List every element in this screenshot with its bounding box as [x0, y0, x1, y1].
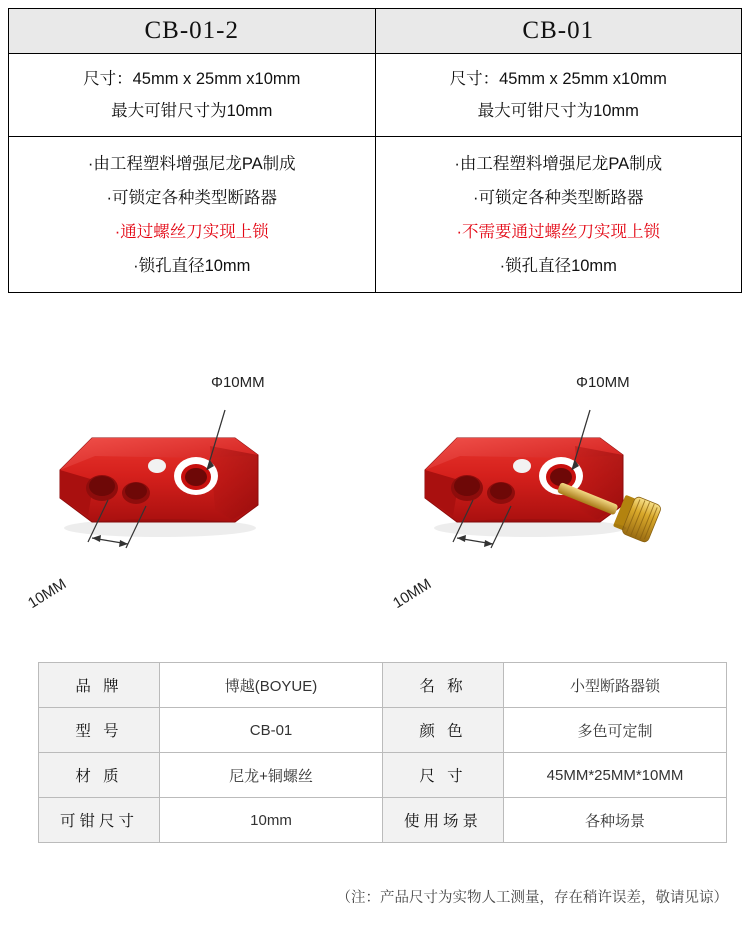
spec-label: 品 牌	[39, 663, 160, 708]
dimensions-cell-left	[9, 54, 376, 137]
comparison-table	[8, 8, 742, 293]
spec-value: 10mm	[160, 798, 383, 843]
spec-value: 45MM*25MM*10MM	[504, 753, 727, 798]
dimension-line: 尺寸：45mm x 25mm x10mm	[83, 70, 301, 88]
dimension-line: 最大可钳尺寸为10mm	[111, 102, 273, 120]
dimension-line: 尺寸：45mm x 25mm x10mm	[449, 70, 667, 88]
feature-line: ·锁孔直径10mm	[133, 256, 251, 275]
spec-value: 多色可定制	[504, 708, 727, 753]
comparison-header-cb-01: CB-01	[375, 9, 742, 54]
width-callout-left: 10MM	[24, 575, 70, 612]
table-row	[39, 753, 727, 798]
product-photo-area	[0, 330, 750, 630]
spec-value: 各种场景	[504, 798, 727, 843]
features-cell-right	[375, 137, 742, 293]
features-cell-left	[9, 137, 376, 293]
feature-line: ·由工程塑料增强尼龙PA制成	[454, 154, 663, 173]
spec-label: 可钳尺寸	[39, 798, 160, 843]
spec-label: 材 质	[39, 753, 160, 798]
spec-value: 博越(BOYUE)	[160, 663, 383, 708]
comparison-header-cb-01-2: CB-01-2	[9, 9, 376, 54]
feature-line: ·由工程塑料增强尼龙PA制成	[87, 154, 296, 173]
footnote-text: （注：产品尺寸为实物人工测量，存在稍许误差，敬请见谅）	[336, 890, 728, 906]
dimensions-cell-right	[375, 54, 742, 137]
table-row	[39, 663, 727, 708]
spec-label: 尺 寸	[383, 753, 504, 798]
spec-label: 颜 色	[383, 708, 504, 753]
comparison-dimensions-row	[9, 54, 742, 137]
product-photo-left	[0, 330, 375, 630]
feature-line-highlight: ·通过螺丝刀实现上锁	[114, 222, 269, 241]
dimension-line: 最大可钳尺寸为10mm	[477, 102, 639, 120]
table-row	[39, 798, 727, 843]
comparison-header-row	[9, 9, 742, 54]
feature-line: ·可锁定各种类型断路器	[473, 188, 644, 207]
specification-table	[38, 662, 727, 843]
hole-diameter-callout-left: Φ10MM	[211, 374, 265, 391]
width-callout-right: 10MM	[389, 575, 435, 612]
product-photo-right	[375, 330, 750, 630]
spec-label: 型 号	[39, 708, 160, 753]
table-row	[39, 708, 727, 753]
feature-line: ·锁孔直径10mm	[499, 256, 617, 275]
spec-value: 小型断路器锁	[504, 663, 727, 708]
feature-line: ·可锁定各种类型断路器	[106, 188, 277, 207]
spec-value: 尼龙+铜螺丝	[160, 753, 383, 798]
spec-label: 名 称	[383, 663, 504, 708]
spec-label: 使用场景	[383, 798, 504, 843]
hole-diameter-callout-right: Φ10MM	[576, 374, 630, 391]
feature-line-highlight: ·不需要通过螺丝刀实现上锁	[456, 222, 660, 241]
comparison-features-row	[9, 137, 742, 293]
spec-value: CB-01	[160, 708, 383, 753]
